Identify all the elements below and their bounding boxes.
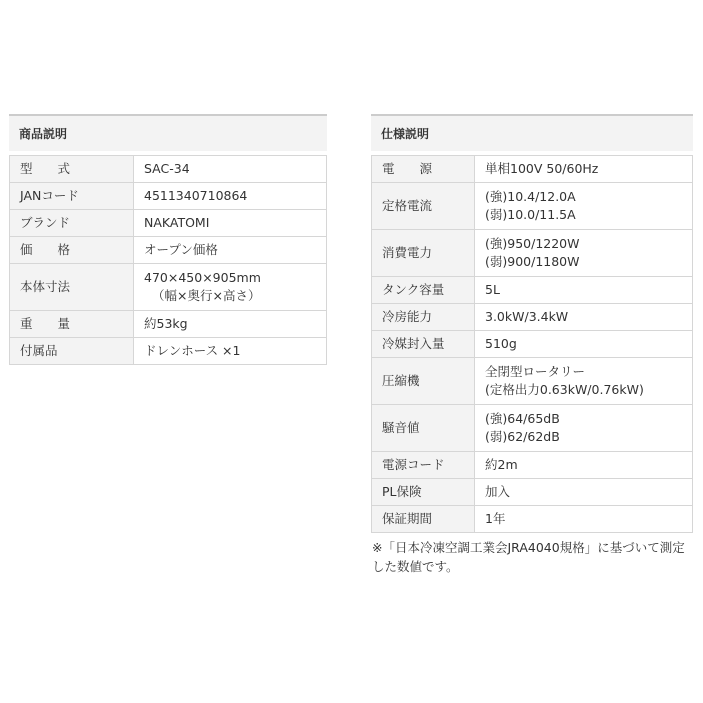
row-label: 定格電流 [372, 183, 475, 230]
row-label: 冷媒封入量 [372, 331, 475, 358]
measurement-note: ※「日本冷凍空調工業会JRA4040規格」に基づいて測定した数値です。 [372, 540, 685, 574]
row-value [134, 183, 327, 210]
value-line: 1年 [485, 511, 506, 526]
table-row [372, 479, 693, 506]
table-row [372, 183, 693, 230]
row-value [475, 506, 693, 533]
table-row [10, 237, 327, 264]
row-label: タンク容量 [372, 277, 475, 304]
row-value [475, 358, 693, 405]
row-label: 重 量 [10, 311, 134, 338]
table-row [10, 264, 327, 311]
row-label: 騒音値 [372, 405, 475, 452]
row-label: 価 格 [10, 237, 134, 264]
value-line: 4511340710864 [144, 188, 248, 203]
value-line: (強)950/1220W [485, 236, 580, 251]
value-line: 470×450×905mm [144, 270, 261, 285]
table-row [10, 311, 327, 338]
row-label: 冷房能力 [372, 304, 475, 331]
row-label: 付属品 [10, 338, 134, 365]
table-row [10, 156, 327, 183]
row-label: ブランド [10, 210, 134, 237]
value-line: 約53kg [144, 316, 188, 331]
row-value [475, 156, 693, 183]
specification-header: 仕様説明 [371, 114, 693, 155]
table-row [372, 230, 693, 277]
row-label: 型 式 [10, 156, 134, 183]
row-label: 消費電力 [372, 230, 475, 277]
value-line: (定格出力0.63kW/0.76kW) [485, 382, 644, 397]
row-value [134, 338, 327, 365]
row-value [134, 311, 327, 338]
row-value [475, 230, 693, 277]
table-row [372, 304, 693, 331]
value-line: (強)10.4/12.0A [485, 189, 576, 204]
table-row [372, 331, 693, 358]
row-value [475, 304, 693, 331]
value-line: (弱)900/1180W [485, 254, 580, 269]
product-description-panel [9, 114, 327, 365]
row-value [134, 237, 327, 264]
row-value [475, 277, 693, 304]
row-value [134, 210, 327, 237]
value-line: SAC-34 [144, 161, 190, 176]
table-row [372, 358, 693, 405]
row-label: 本体寸法 [10, 264, 134, 311]
row-label: 圧縮機 [372, 358, 475, 405]
specification-panel [371, 114, 693, 576]
row-value [475, 331, 693, 358]
row-value [475, 479, 693, 506]
value-line: 5L [485, 282, 500, 297]
value-line: 加入 [485, 484, 511, 499]
row-value [134, 156, 327, 183]
table-row [10, 338, 327, 365]
table-row [10, 183, 327, 210]
row-value [134, 264, 327, 311]
value-line: (強)64/65dB [485, 411, 560, 426]
value-line: (弱)10.0/11.5A [485, 207, 576, 222]
value-line: 3.0kW/3.4kW [485, 309, 569, 324]
row-label: PL保険 [372, 479, 475, 506]
value-line: (弱)62/62dB [485, 429, 560, 444]
product-description-header: 商品説明 [9, 114, 327, 155]
value-line: 510g [485, 336, 517, 351]
table-row [372, 452, 693, 479]
value-line: 全閉型ロータリー [485, 364, 586, 379]
row-value [475, 405, 693, 452]
value-line: ドレンホース ×1 [144, 343, 241, 358]
value-line: 単相100V 50/60Hz [485, 161, 599, 176]
table-row [372, 277, 693, 304]
specification-table [371, 155, 693, 533]
row-label: 保証期間 [372, 506, 475, 533]
value-line: NAKATOMI [144, 215, 210, 230]
table-row [372, 405, 693, 452]
product-description-table [9, 155, 327, 365]
value-line: （幅×奥行×高さ） [152, 288, 261, 303]
row-value [475, 183, 693, 230]
row-label: JANコード [10, 183, 134, 210]
value-line: 約2m [485, 457, 518, 472]
table-row [10, 210, 327, 237]
table-row [372, 506, 693, 533]
row-label: 電 源 [372, 156, 475, 183]
row-value [475, 452, 693, 479]
table-row [372, 156, 693, 183]
value-line: オープン価格 [144, 242, 218, 257]
row-label: 電源コード [372, 452, 475, 479]
